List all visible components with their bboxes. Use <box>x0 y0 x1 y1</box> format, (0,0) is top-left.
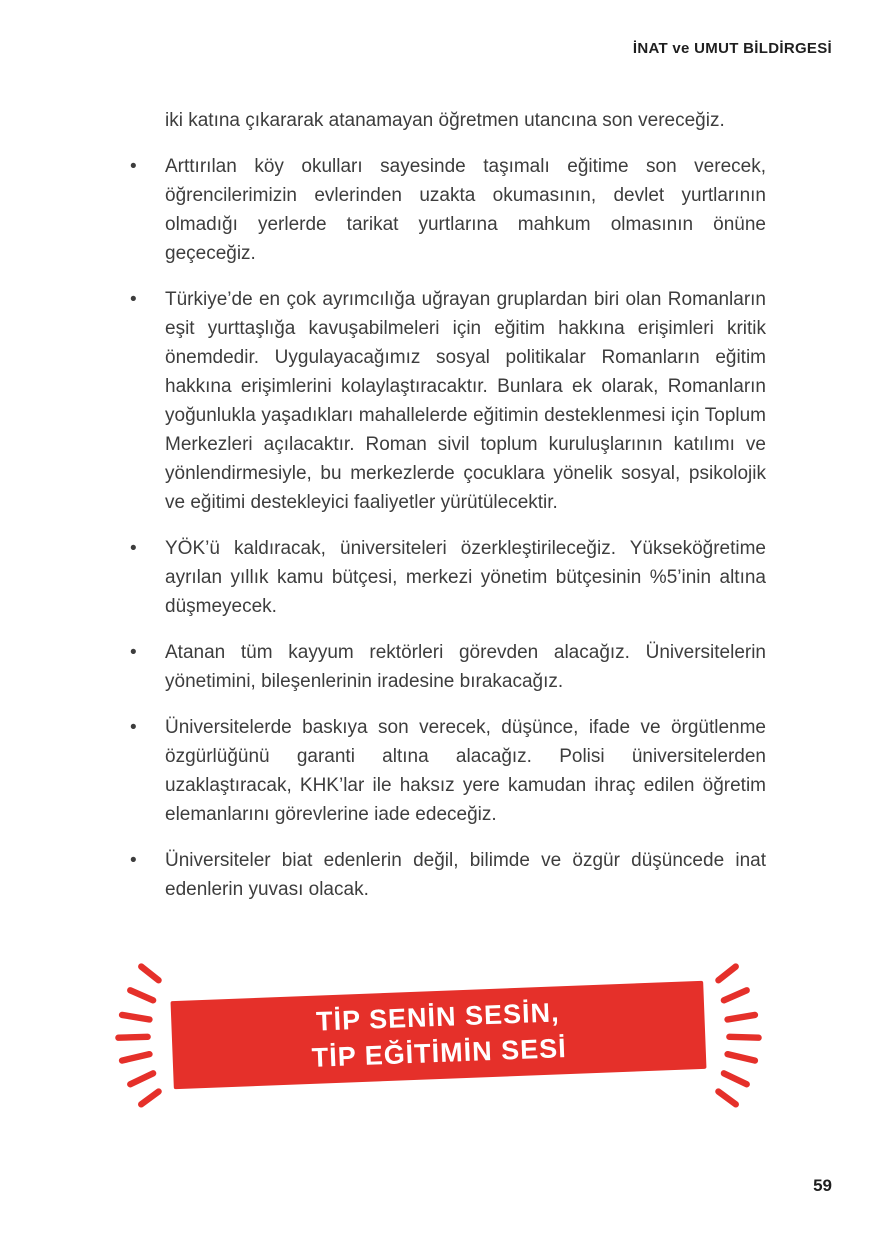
intro-paragraph: iki katına çıkararak atanamayan öğretmen utancına son vereceğiz. <box>165 110 725 131</box>
bullet-icon: • <box>130 156 137 177</box>
page-number: 59 <box>813 1176 832 1195</box>
banner-ribbon <box>171 981 707 1089</box>
list-item <box>125 534 766 621</box>
bullet-text: YÖK’ü kaldıracak, üniversiteleri özerkleştirileceğiz. Yükseköğretime ayrılan yıllık kamu bütçesi, merkezi yönetim bütçesinin %5’inin altına düşmeyecek. <box>165 538 766 617</box>
slogan-banner <box>0 962 877 1108</box>
bullet-icon: • <box>130 717 137 738</box>
bullet-icon: • <box>130 642 137 663</box>
bullet-text: Atanan tüm kayyum rektörleri görevden alacağız. Üniversitelerin yönetimini, bileşenlerinin iradesine bırakacağız. <box>165 642 766 692</box>
list-item <box>125 152 766 268</box>
page-content <box>125 106 766 921</box>
bullet-text: Türkiye’de en çok ayrımcılığa uğrayan gruplardan biri olan Romanların eşit yurttaşlığa kavuşabilmeleri için eğitim hakkına erişimleri kritik önemdedir. Uygulayacağımız sosyal politikalar Romanların eğitim hakkına erişimlerini kolaylaştıracaktır. Bunlara ek olarak, Romanların yoğunlukla yaşadıkları mahallelerde eğitimin desteklenmesi için Toplum Merkezleri açılacaktır. Roman sivil toplum kuruluşlarının katılımı ve yönlendirmesiyle, bu merkezlerde çocuklara yönelik sosyal, psikolojik ve eğitimi destekleyici faaliyetler yürütülecektir. <box>165 289 766 513</box>
banner-line2: TİP EĞİTİMİN SESİ <box>311 1033 568 1073</box>
list-item <box>125 713 766 829</box>
bullet-icon: • <box>130 538 137 559</box>
bullet-icon: • <box>130 289 137 310</box>
bullet-list <box>125 152 766 904</box>
burst-right-icon <box>711 962 766 1108</box>
list-item <box>125 638 766 696</box>
burst-left-icon <box>111 962 166 1108</box>
list-item <box>125 846 766 904</box>
list-item <box>125 285 766 517</box>
banner-line1: TİP SENİN SESİN, <box>315 997 561 1037</box>
bullet-text: Üniversiteler biat edenlerin değil, bilimde ve özgür düşüncede inat edenlerin yuvası olacak. <box>165 850 766 900</box>
bullet-text: Üniversitelerde baskıya son verecek, düşünce, ifade ve örgütlenme özgürlüğünü garanti altına alacağız. Polisi üniversitelerden uzaklaştıracak, KHK’lar ile haksız yere kamudan ihraç edilen öğretim elemanlarını görevlerine iade edeceğiz. <box>165 717 766 825</box>
bullet-icon: • <box>130 850 137 871</box>
document-title: İNAT ve UMUT BİLDİRGESİ <box>632 40 832 57</box>
page-header <box>633 40 832 58</box>
bullet-text: Arttırılan köy okulları sayesinde taşımalı eğitime son verecek, öğrencilerimizin evlerinden uzakta okumasının, devlet yurtlarının olmadığı yerlerde tarikat yurtlarına mahkum olmasının önüne geçeceğiz. <box>165 156 766 264</box>
